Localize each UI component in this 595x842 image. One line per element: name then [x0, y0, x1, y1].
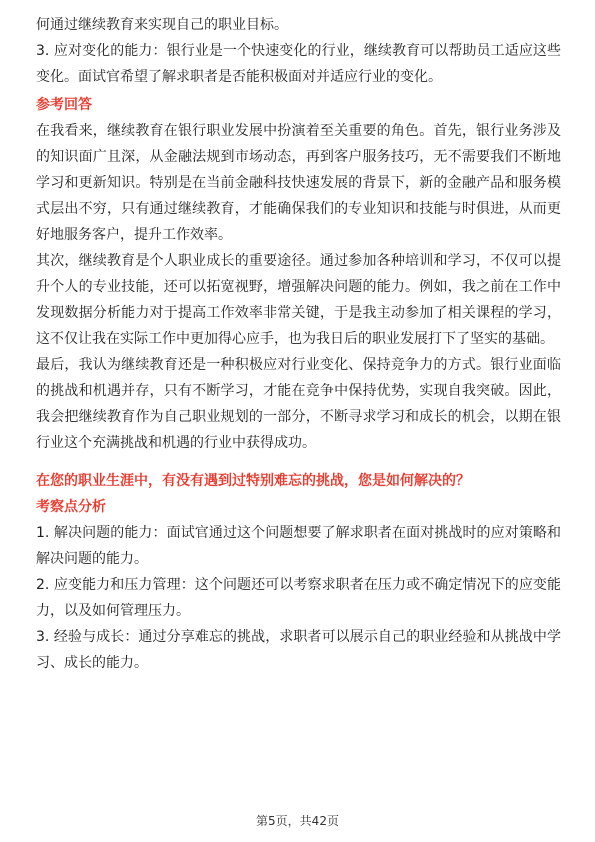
answer-paragraph-2: 其次，继续教育是个人职业成长的重要途径。通过参加各种培训和学习，不仅可以提升个人的专业技能，还可以拓宽视野，增强解决问题的能力。例如，我之前在工作中发现数据分析能力对于提高工作效率非常关键，于是我主动参加了相关课程的学习，这不仅让我在实际工作中更加得心应手，也为我日后的职业发展打下了坚实的基础。	[36, 253, 561, 347]
paragraph-continued: 何通过继续教育来实现自己的职业目标。	[36, 17, 288, 33]
analysis-item-1: 1. 解决问题的能力：面试官通过这个问题想要了解求职者在面对挑战时的应对策略和解决问题的能力。	[36, 525, 561, 567]
reference-answer-heading: 参考回答	[36, 97, 92, 113]
point-3-adaptability: 3. 应对变化的能力：银行业是一个快速变化的行业，继续教育可以帮助员工适应这些变化。面试官希望了解求职者是否能积极面对并适应行业的变化。	[36, 43, 561, 85]
analysis-heading: 考察点分析	[36, 499, 106, 515]
analysis-item-3: 3. 经验与成长：通过分享难忘的挑战，求职者可以展示自己的职业经验和从挑战中学习、成长的能力。	[36, 629, 561, 671]
answer-paragraph-3: 最后，我认为继续教育还是一种积极应对行业变化、保持竞争力的方式。银行业面临的挑战和机遇并存，只有不断学习，才能在竞争中保持优势，实现自我突破。因此，我会把继续教育作为自己职业规划的一部分，不断寻求学习和成长的机会，以期在银行业这个充满挑战和机遇的行业中获得成功。	[36, 357, 561, 451]
analysis-item-2: 2. 应变能力和压力管理：这个问题还可以考察求职者在压力或不确定情况下的应变能力，以及如何管理压力。	[36, 577, 561, 619]
answer-paragraph-1: 在我看来，继续教育在银行职业发展中扮演着至关重要的角色。首先，银行业务涉及的知识面广且深，从金融法规到市场动态，再到客户服务技巧，无不需要我们不断地学习和更新知识。特别是在当前金融科技快速发展的背景下，新的金融产品和服务模式层出不穷，只有通过继续教育，才能确保我们的专业知识和技能与时俱进，从而更好地服务客户，提升工作效率。	[36, 123, 561, 243]
page-content	[36, 12, 561, 676]
interview-question: 在您的职业生涯中，有没有遇到过特别难忘的挑战，您是如何解决的？	[36, 473, 470, 489]
page-number: 第5页，共42页	[256, 814, 339, 828]
